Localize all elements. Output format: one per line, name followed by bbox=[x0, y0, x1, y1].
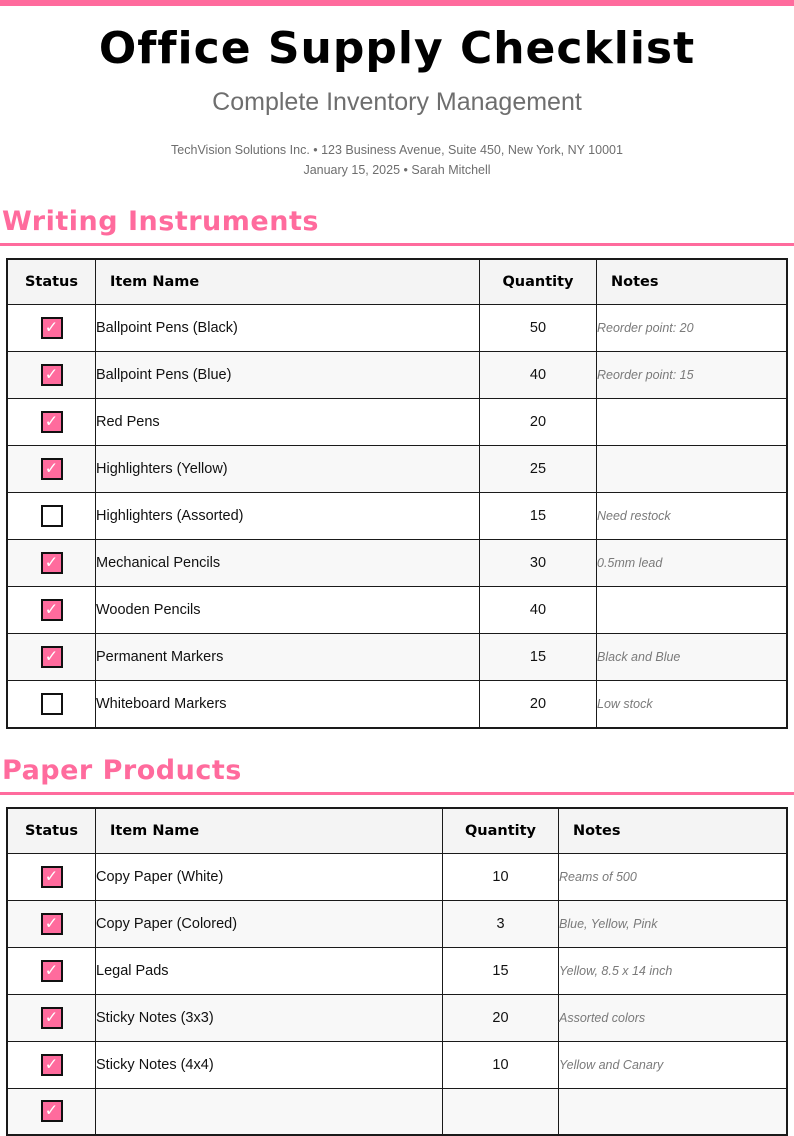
item-name-cell: Legal Pads bbox=[96, 947, 443, 994]
checkbox-checked-icon[interactable] bbox=[41, 913, 63, 935]
column-header-quantity: Quantity bbox=[480, 259, 597, 305]
status-cell[interactable] bbox=[7, 1088, 96, 1135]
table-row bbox=[7, 446, 787, 493]
item-name-cell: Sticky Notes (4x4) bbox=[96, 1041, 443, 1088]
notes-cell: Need restock bbox=[597, 493, 788, 540]
status-cell[interactable] bbox=[7, 994, 96, 1041]
table-row bbox=[7, 352, 787, 399]
quantity-cell: 50 bbox=[480, 305, 597, 352]
item-name-cell: Red Pens bbox=[96, 399, 480, 446]
status-cell[interactable] bbox=[7, 399, 96, 446]
table-row bbox=[7, 681, 787, 728]
table-row bbox=[7, 305, 787, 352]
quantity-cell: 25 bbox=[480, 446, 597, 493]
quantity-cell: 20 bbox=[480, 399, 597, 446]
checkbox-checked-icon[interactable] bbox=[41, 866, 63, 888]
item-name-cell: Ballpoint Pens (Black) bbox=[96, 305, 480, 352]
item-name-cell: Copy Paper (Colored) bbox=[96, 900, 443, 947]
table-row bbox=[7, 900, 787, 947]
quantity-cell: 3 bbox=[443, 900, 559, 947]
status-cell[interactable] bbox=[7, 493, 96, 540]
status-cell[interactable] bbox=[7, 446, 96, 493]
checkbox-unchecked-icon[interactable] bbox=[41, 505, 63, 527]
status-cell[interactable] bbox=[7, 1041, 96, 1088]
status-cell[interactable] bbox=[7, 305, 96, 352]
item-name-cell: Permanent Markers bbox=[96, 634, 480, 681]
column-header-notes: Notes bbox=[597, 259, 788, 305]
quantity-cell: 15 bbox=[480, 493, 597, 540]
item-name-cell: Mechanical Pencils bbox=[96, 540, 480, 587]
quantity-cell: 15 bbox=[443, 947, 559, 994]
item-name-cell: Ballpoint Pens (Blue) bbox=[96, 352, 480, 399]
checkbox-checked-icon[interactable] bbox=[41, 458, 63, 480]
table-row bbox=[7, 1088, 787, 1135]
quantity-cell: 10 bbox=[443, 1041, 559, 1088]
quantity-cell: 40 bbox=[480, 352, 597, 399]
checkbox-checked-icon[interactable] bbox=[41, 599, 63, 621]
table-row bbox=[7, 493, 787, 540]
document-meta bbox=[40, 141, 754, 180]
table-header-row bbox=[7, 808, 787, 854]
checkbox-checked-icon[interactable] bbox=[41, 364, 63, 386]
column-header-status: Status bbox=[7, 808, 96, 854]
quantity-cell: 20 bbox=[443, 994, 559, 1041]
column-header-item: Item Name bbox=[96, 808, 443, 854]
column-header-notes: Notes bbox=[559, 808, 788, 854]
checkbox-checked-icon[interactable] bbox=[41, 552, 63, 574]
page-subtitle: Complete Inventory Management bbox=[212, 88, 582, 117]
table-row bbox=[7, 587, 787, 634]
status-cell[interactable] bbox=[7, 352, 96, 399]
item-name-cell: Highlighters (Yellow) bbox=[96, 446, 480, 493]
meta-company-address: TechVision Solutions Inc. • 123 Business Avenue, Suite 450, New York, NY 10001 bbox=[171, 143, 623, 158]
column-header-status: Status bbox=[7, 259, 96, 305]
checkbox-unchecked-icon[interactable] bbox=[41, 693, 63, 715]
column-header-quantity: Quantity bbox=[443, 808, 559, 854]
notes-cell: Yellow and Canary bbox=[559, 1041, 788, 1088]
notes-cell: Reorder point: 15 bbox=[597, 352, 788, 399]
notes-cell bbox=[597, 587, 788, 634]
notes-cell: Reams of 500 bbox=[559, 853, 788, 900]
page-title: Office Supply Checklist bbox=[98, 23, 696, 74]
item-name-cell: Copy Paper (White) bbox=[96, 853, 443, 900]
notes-cell: Low stock bbox=[597, 681, 788, 728]
checkbox-checked-icon[interactable] bbox=[41, 1007, 63, 1029]
table-row bbox=[7, 853, 787, 900]
section-divider bbox=[0, 792, 794, 795]
item-name-cell: Highlighters (Assorted) bbox=[96, 493, 480, 540]
notes-cell bbox=[597, 446, 788, 493]
notes-cell: Reorder point: 20 bbox=[597, 305, 788, 352]
table-header-row bbox=[7, 259, 787, 305]
notes-cell: Black and Blue bbox=[597, 634, 788, 681]
notes-cell: Yellow, 8.5 x 14 inch bbox=[559, 947, 788, 994]
quantity-cell bbox=[443, 1088, 559, 1135]
table-row bbox=[7, 947, 787, 994]
table-row bbox=[7, 634, 787, 681]
notes-cell: Assorted colors bbox=[559, 994, 788, 1041]
item-name-cell bbox=[96, 1088, 443, 1135]
checklist-table-wrapper bbox=[0, 807, 794, 1136]
notes-cell: 0.5mm lead bbox=[597, 540, 788, 587]
table-row bbox=[7, 540, 787, 587]
status-cell[interactable] bbox=[7, 587, 96, 634]
checklist-table bbox=[6, 258, 788, 729]
checkbox-checked-icon[interactable] bbox=[41, 960, 63, 982]
section bbox=[0, 206, 794, 729]
notes-cell bbox=[559, 1088, 788, 1135]
section-divider bbox=[0, 243, 794, 246]
quantity-cell: 10 bbox=[443, 853, 559, 900]
quantity-cell: 15 bbox=[480, 634, 597, 681]
checkbox-checked-icon[interactable] bbox=[41, 646, 63, 668]
notes-cell: Blue, Yellow, Pink bbox=[559, 900, 788, 947]
quantity-cell: 40 bbox=[480, 587, 597, 634]
checklist-table-wrapper bbox=[0, 258, 794, 729]
status-cell[interactable] bbox=[7, 681, 96, 728]
meta-date-author: January 15, 2025 • Sarah Mitchell bbox=[303, 162, 491, 177]
item-name-cell: Sticky Notes (3x3) bbox=[96, 994, 443, 1041]
status-cell[interactable] bbox=[7, 947, 96, 994]
table-row bbox=[7, 994, 787, 1041]
section bbox=[0, 755, 794, 1136]
column-header-item: Item Name bbox=[96, 259, 480, 305]
table-row bbox=[7, 1041, 787, 1088]
section-title: Writing Instruments bbox=[2, 206, 319, 238]
status-cell[interactable] bbox=[7, 540, 96, 587]
section-title: Paper Products bbox=[2, 754, 242, 786]
document-header bbox=[0, 6, 794, 180]
item-name-cell: Whiteboard Markers bbox=[96, 681, 480, 728]
checkbox-checked-icon[interactable] bbox=[41, 411, 63, 433]
checkbox-checked-icon[interactable] bbox=[41, 1100, 63, 1122]
status-cell[interactable] bbox=[7, 634, 96, 681]
sections-container bbox=[0, 206, 794, 1136]
notes-cell bbox=[597, 399, 788, 446]
checkbox-checked-icon[interactable] bbox=[41, 317, 63, 339]
table-row bbox=[7, 399, 787, 446]
quantity-cell: 20 bbox=[480, 681, 597, 728]
item-name-cell: Wooden Pencils bbox=[96, 587, 480, 634]
status-cell[interactable] bbox=[7, 853, 96, 900]
checkbox-checked-icon[interactable] bbox=[41, 1054, 63, 1076]
status-cell[interactable] bbox=[7, 900, 96, 947]
quantity-cell: 30 bbox=[480, 540, 597, 587]
checklist-table bbox=[6, 807, 788, 1136]
